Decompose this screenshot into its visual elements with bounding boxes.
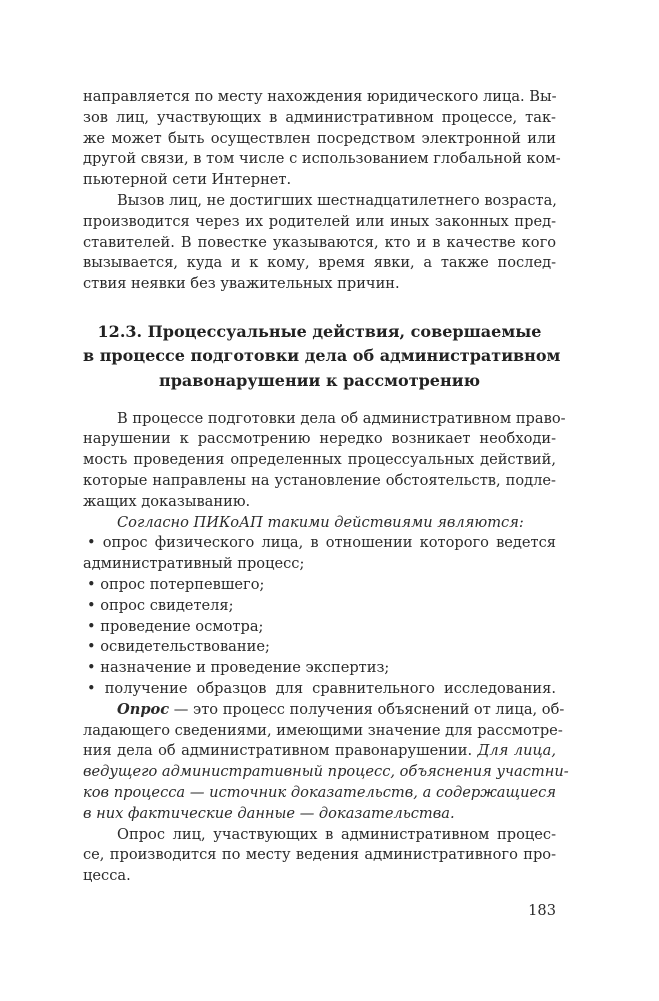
text-segment: другой связи, в том числе с использованием глобальной ком- — [83, 150, 561, 168]
text-line — [83, 844, 556, 865]
text-line — [83, 211, 556, 232]
page-number: 183 — [528, 902, 556, 919]
text-segment: • освидетельствование; — [87, 638, 270, 656]
text-segment: ладающего сведениями, имеющими значение для рассмотре- — [83, 721, 563, 739]
text-segment: • опрос физического лица, в отношении которого ведется — [87, 534, 556, 552]
text-segment: • получение образцов для сравнительного исследования. — [87, 679, 556, 697]
text-line — [87, 657, 556, 678]
text-line — [83, 720, 563, 741]
text-segment: ставителей. В повестке указываются, кто и в качестве кого — [83, 233, 556, 251]
text-segment: В процессе подготовки дела об административном право- — [117, 409, 566, 427]
text-line — [83, 761, 569, 782]
text-line — [87, 595, 556, 616]
text-segment: • проведение осмотра; — [87, 617, 264, 635]
text-segment: ствия неявки без уважительных причин. — [83, 275, 400, 293]
text-line — [83, 86, 556, 107]
text-line — [83, 107, 556, 128]
text-line — [87, 574, 556, 595]
text-segment: производится через их родителей или иных законных пред- — [83, 212, 556, 230]
text-line — [87, 532, 556, 553]
text-segment: вызывается, куда и к кому, время явки, а также послед- — [83, 254, 556, 272]
text-line — [117, 190, 556, 211]
text-segment: цесса. — [83, 867, 131, 885]
text-line — [83, 169, 556, 190]
text-line — [83, 803, 556, 824]
text-line — [83, 252, 556, 273]
text-line — [83, 273, 556, 294]
text-line — [117, 699, 565, 720]
section-heading-line-1: 12.3. Процессуальные действия, совершаемые — [97, 322, 542, 341]
text-segment: зов лиц, участвующих в административном процессе, так- — [83, 108, 556, 126]
text-line — [83, 865, 556, 886]
section-heading-line-3: правонарушении к рассмотрению — [159, 371, 480, 390]
text-line — [117, 512, 556, 533]
text-line — [83, 553, 556, 574]
text-line — [83, 470, 556, 491]
text-segment: се, производится по месту ведения административного про- — [83, 846, 556, 864]
emphasized-text: в них фактические данные — доказательства. — [83, 804, 455, 822]
emphasized-text: Для лица, — [477, 742, 557, 760]
text-segment: • опрос свидетеля; — [87, 596, 234, 614]
emphasized-text: ков процесса — источник доказательств, а содержащиеся — [83, 783, 556, 801]
text-segment: — это процесс получения объяснений от лица, об- — [169, 700, 565, 718]
text-segment: • назначение и проведение экспертиз; — [87, 659, 390, 677]
text-line — [83, 491, 556, 512]
text-segment: Вызов лиц, не достигших шестнадцатилетнего возраста, — [117, 192, 557, 209]
text-line — [83, 740, 556, 761]
text-segment: же может быть осуществлен посредством электронной или — [83, 129, 556, 147]
emphasized-text: ведущего административный процесс, объяснения участни- — [83, 763, 569, 781]
text-line — [117, 408, 566, 429]
section-heading-line-2: в процессе подготовки дела об административном — [83, 346, 561, 365]
text-line — [83, 128, 556, 149]
emphasized-text: Опрос — [117, 700, 170, 718]
text-line — [83, 782, 556, 803]
text-segment: пьютерной сети Интернет. — [83, 171, 292, 189]
text-line — [83, 428, 556, 449]
text-segment: направляется по месту нахождения юридического лица. Вы- — [83, 88, 557, 105]
text-segment: ния дела об административном правонарушении. — [83, 742, 478, 760]
text-segment: нарушении к рассмотрению нередко возникает необходи- — [83, 430, 556, 448]
text-segment: мость проведения определенных процессуальных действий, — [83, 451, 556, 469]
emphasized-text: Согласно ПИКоАП такими действиями являются: — [117, 513, 524, 531]
text-segment: жащих доказыванию. — [83, 492, 251, 510]
text-segment: которые направлены на установление обстоятельств, подле- — [83, 471, 556, 489]
text-line — [87, 678, 556, 699]
text-segment: административный процесс; — [83, 555, 305, 573]
text-segment: • опрос потерпевшего; — [87, 575, 265, 593]
text-line — [87, 616, 556, 637]
text-line — [117, 824, 556, 845]
text-line — [83, 232, 556, 253]
text-line — [87, 636, 556, 657]
text-segment: Опрос лиц, участвующих в административном процес- — [117, 825, 556, 843]
text-line — [83, 148, 561, 169]
text-line — [83, 449, 556, 470]
